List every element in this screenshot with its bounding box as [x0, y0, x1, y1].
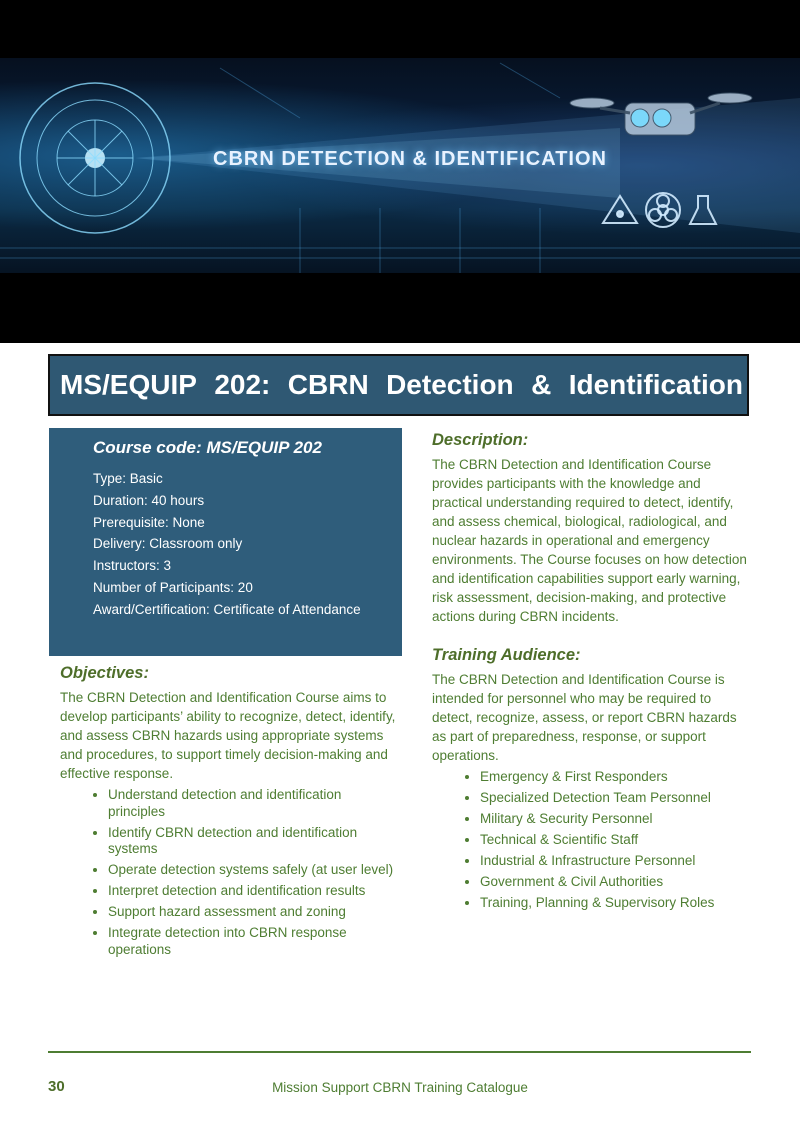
title-word: Detection	[386, 369, 514, 400]
course-award: Award/Certification: Certificate of Attendance	[93, 601, 361, 617]
objectives-list	[60, 787, 400, 958]
course-duration: Duration: 40 hours	[93, 492, 205, 508]
list-item: • Understand detection and identification principles	[108, 787, 400, 820]
banner-image	[0, 58, 800, 273]
list-item: • Industrial & Infrastructure Personnel	[480, 853, 750, 870]
description-text: The CBRN Detection and Identification Course provides participants with the knowledge and practical understanding required to detect, identify, and assess chemical, biological, radiological, and nuclear hazards in operational and emergency environments. The Course focuses on how detection and identification capabilities support early warning, risk assessment, decision-making, and protective actions during CBRN incidents.	[432, 457, 747, 624]
list-item: • Operate detection systems safely (at user level)	[108, 862, 400, 879]
title-word: CBRN	[287, 369, 369, 400]
page-number: 30	[48, 1078, 65, 1095]
description-heading: Description:	[432, 431, 529, 449]
course-instructors: Instructors: 3	[93, 558, 172, 574]
list-item: • Identify CBRN detection and identification systems	[108, 825, 400, 858]
audience-section	[432, 646, 750, 912]
course-participants: Number of Participants: 20	[93, 579, 253, 595]
right-column	[432, 431, 750, 916]
list-item: • Interpret detection and identification results	[108, 883, 400, 900]
list-item: • Training, Planning & Supervisory Roles	[480, 895, 750, 912]
header-banner	[0, 0, 800, 343]
footer-divider	[48, 1051, 751, 1053]
audience-intro: The CBRN Detection and Identification Course is intended for personnel who may be required to detect, recognize, assess, or report CBRN hazards as part of preparedness, response, or support operations.	[432, 672, 737, 763]
audience-list	[432, 769, 750, 912]
objectives-section	[60, 664, 400, 963]
list-item: • Government & Civil Authorities	[480, 874, 750, 891]
banner-title: CBRN DETECTION & IDENTIFICATION	[213, 148, 607, 170]
title-word: 202:	[214, 369, 271, 400]
course-delivery: Delivery: Classroom only	[93, 536, 243, 552]
objectives-intro: The CBRN Detection and Identification Course aims to develop participants’ ability to recognize, detect, identify, and assess CBRN hazards using appropriate systems and procedures, to support timely decision-making and effective response.	[60, 690, 396, 781]
list-item: • Specialized Detection Team Personnel	[480, 790, 750, 807]
course-details-box	[49, 428, 402, 656]
course-title-bar	[48, 354, 749, 416]
course-prerequisite: Prerequisite: None	[93, 514, 205, 530]
objectives-heading: Objectives:	[60, 664, 149, 682]
course-details-list	[93, 470, 392, 618]
title-word: &	[531, 369, 552, 400]
list-item: • Integrate detection into CBRN response operations	[108, 925, 400, 958]
audience-heading: Training Audience:	[432, 646, 581, 664]
list-item: • Emergency & First Responders	[480, 769, 750, 786]
footer-title: Mission Support CBRN Training Catalogue	[272, 1080, 528, 1095]
course-type: Type: Basic	[93, 471, 163, 486]
title-word: MS/EQUIP	[60, 369, 197, 400]
title-word: Identification	[568, 369, 743, 400]
list-item: • Support hazard assessment and zoning	[108, 904, 400, 921]
list-item: • Technical & Scientific Staff	[480, 832, 750, 849]
course-code: Course code: MS/EQUIP 202	[93, 438, 322, 457]
list-item: • Military & Security Personnel	[480, 811, 750, 828]
